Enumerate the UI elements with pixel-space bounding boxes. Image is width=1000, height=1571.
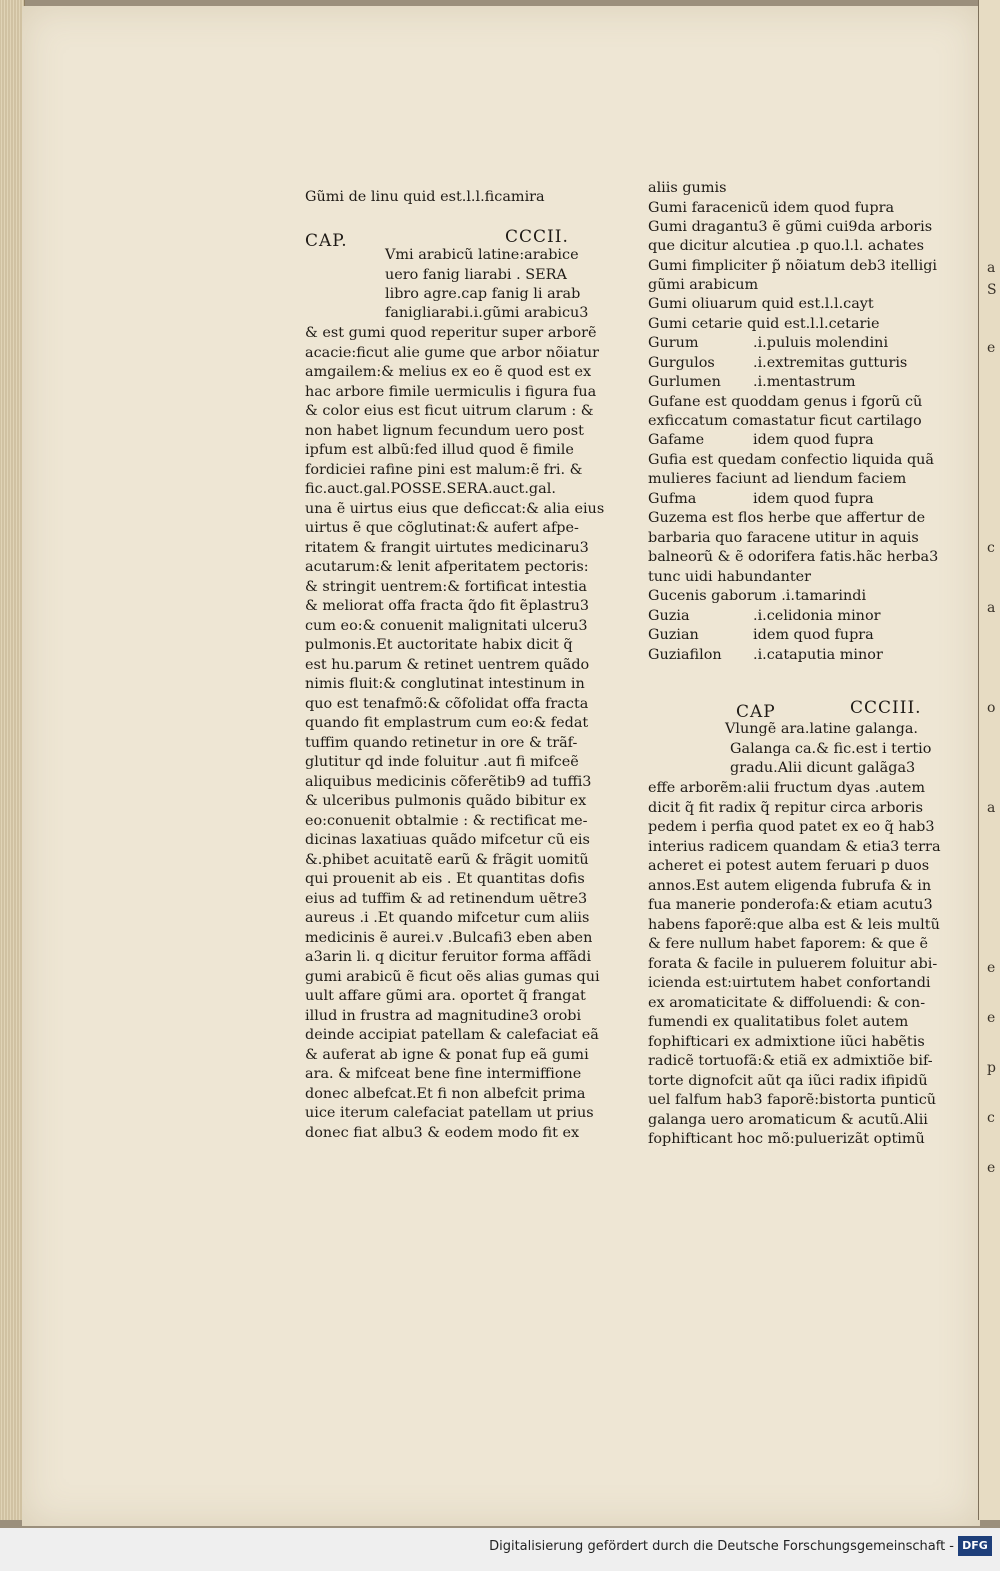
facing-page-letter: e	[987, 1010, 996, 1026]
glossary-entry	[648, 491, 874, 507]
text-line: Gumi fimpliciter p̃ nõiatum deb3 itelligi	[648, 258, 938, 274]
text-line: ex aromaticitate & diffoluendi: & con-	[648, 994, 926, 1011]
chapter-label: CAP	[736, 702, 776, 722]
entry-definition: .i.puluis molendini	[753, 335, 889, 351]
text-line: & stringit uentrem:& fortificat intestia	[305, 578, 587, 595]
text-line: Gumi dragantu3 ẽ gũmi cui9da arboris	[648, 219, 933, 235]
text-line: quando fit emplastrum cum eo:& fedat	[305, 715, 589, 731]
text-line: nimis fluit:& conglutinat intestinum in	[305, 676, 585, 692]
text-line: Gumi faracenicũ idem quod fupra	[648, 200, 895, 216]
text-line: acheret ei potest autem feruari p duos	[648, 858, 930, 874]
text-line: interius radicem quandam & etia3 terra	[648, 838, 941, 855]
entry-definition: idem quod fupra	[753, 491, 874, 507]
column-header-entry: Gũmi de linu quid est.l.l.ficamira	[305, 189, 545, 205]
text-line: dicinas laxatiuas quãdo mifcetur cũ eis	[305, 832, 590, 848]
entry-term: Guziafilon	[648, 647, 722, 663]
entry-definition: idem quod fupra	[753, 432, 874, 448]
dfg-logo: DFG	[958, 1536, 992, 1556]
facing-page-letter: a	[987, 260, 996, 276]
text-line: & est gumi quod reperitur super arborẽ	[305, 325, 597, 341]
text-line: Vlungẽ ara.latine galanga.	[725, 721, 918, 737]
text-line: icienda est:uirtutem habet confortandi	[648, 975, 931, 991]
text-line: tunc uidi habundanter	[648, 569, 812, 585]
glossary-entry	[648, 608, 881, 624]
text-line: fophifticant hoc mõ:puluerizãt optimũ	[648, 1131, 925, 1147]
text-line: uirtus ẽ que cõglutinat:& aufert afpe-	[305, 520, 579, 536]
text-line: tuffim quando retinetur in ore & trãf-	[305, 734, 578, 751]
text-line: Gucenis gaborum .i.tamarindi	[648, 588, 867, 604]
facing-page-letter: e	[987, 1160, 996, 1176]
text-line: exficcatum comastatur ficut cartilago	[648, 413, 922, 429]
text-line: acacie:ficut alie gume que arbor nõiatur	[305, 344, 600, 361]
entry-definition: .i.celidonia minor	[753, 608, 881, 624]
text-line: fua manerie ponderofa:& etiam acutu3	[648, 897, 933, 913]
text-line: gũmi arabicum	[648, 277, 759, 293]
chapter-number: CCCII.	[505, 227, 569, 247]
text-line: fumendi ex qualitatibus folet autem	[648, 1014, 909, 1030]
text-line: illud in frustra ad magnitudine3 orobi	[305, 1007, 582, 1024]
text-line: qui prouenit ab eis . Et quantitas dofis	[305, 871, 585, 887]
chapter-number: CCCIII.	[850, 698, 922, 718]
text-line: & meliorat offa fracta q̃do fit ẽplastru3	[305, 598, 590, 614]
text-line: aureus .i .Et quando mifcetur cum aliis	[305, 910, 590, 926]
entry-term: Guzia	[648, 608, 690, 624]
facing-page-edge	[978, 0, 1000, 1520]
footer-credit: Digitalisierung gefördert durch die Deutsche Forschungsgemeinschaft -	[489, 1539, 954, 1554]
facing-page-letter: S	[987, 282, 997, 298]
text-line: dicit q̃ fit radix q̃ repitur circa arboris	[648, 799, 923, 816]
entry-term: Gurum	[648, 335, 699, 351]
text-line: uice iterum calefaciat patellam ut prius	[305, 1105, 594, 1121]
entry-definition: .i.extremitas gutturis	[753, 355, 908, 371]
entry-definition: .i.mentastrum	[753, 374, 856, 390]
text-line: uult affare gũmi ara. oportet q̃ frangat	[305, 988, 586, 1004]
text-line: & auferat ab igne & ponat fup eã gumi	[305, 1046, 589, 1063]
text-line: cum eo:& conuenit malignitati ulceru3	[305, 617, 588, 634]
text-line: forata & facile in puluerem foluitur abi-	[648, 955, 938, 972]
entry-definition: .i.cataputia minor	[753, 647, 883, 663]
text-line: aliis gumis	[648, 180, 727, 196]
text-line: fanigliarabi.i.gũmi arabicu3	[385, 305, 589, 321]
text-line: & fere nullum habet faporem: & que ẽ	[648, 936, 929, 952]
text-line: hac arbore fimile uermiculis i figura fua	[305, 383, 597, 400]
facing-page-letter: e	[987, 340, 996, 356]
text-line: fophifticari ex admixtione iũci habẽtis	[648, 1033, 925, 1050]
text-line: ritatem & frangit uirtutes medicinaru3	[305, 539, 589, 556]
text-line: Gumi oliuarum quid est.l.l.cayt	[648, 296, 874, 312]
text-line: balneorũ & ẽ odorifera fatis.hãc herba3	[648, 549, 939, 565]
text-line: Gufane est quoddam genus i fgorũ cũ	[648, 394, 923, 410]
text-line: galanga uero aromaticum & acutũ.Alii	[648, 1111, 928, 1128]
text-line: quo est tenafmõ:& cõfolidat offa fracta	[305, 695, 589, 712]
facing-page-letter: a	[987, 600, 996, 616]
glossary-entry	[648, 647, 883, 663]
text-line: effe arborẽm:alii fructum dyas .autem	[648, 780, 926, 796]
text-line: deinde accipiat patellam & calefaciat eã	[305, 1027, 599, 1043]
text-line: Guzema est flos herbe que affertur de	[648, 510, 926, 526]
text-line: que dicitur alcutiea .p quo.l.l. achates	[648, 238, 925, 254]
text-line: libro agre.cap fanig li arab	[385, 286, 581, 302]
text-line: Galanga ca.& fic.est i tertio	[730, 741, 932, 757]
facing-page-letter: e	[987, 960, 996, 976]
entry-term: Guzian	[648, 627, 699, 643]
text-line: eius ad tuffim & ad retinendum uẽtre3	[305, 890, 588, 907]
entry-term: Gurgulos	[648, 355, 715, 371]
text-line: annos.Est autem eligenda fubrufa & in	[648, 877, 932, 894]
facing-page-letter: a	[987, 800, 996, 816]
text-line: glutitur qd inde foluitur .aut fi mifceẽ	[305, 754, 579, 770]
text-line: Gufia est quedam confectio liquida quã	[648, 452, 935, 468]
text-line: amgailem:& melius ex eo ẽ quod est ex	[305, 364, 592, 380]
glossary-entry	[648, 432, 874, 448]
text-line: gumi arabicũ ẽ ficut oẽs alias gumas qui	[305, 968, 600, 985]
text-line: Gumi cetarie quid est.l.l.cetarie	[648, 316, 880, 332]
text-line: fic.auct.gal.POSSE.SERA.auct.gal.	[305, 481, 556, 497]
glossary-entry	[648, 355, 907, 371]
text-line: torte dignofcit aũt qa iũci radix ifipidũ	[648, 1072, 928, 1089]
text-line: ipfum est albũ:fed illud quod ẽ fimile	[305, 442, 574, 458]
facing-page-letter: c	[987, 540, 995, 556]
text-line: fordiciei rafine pini est malum:ẽ fri. &	[305, 461, 583, 478]
entry-term: Gufma	[648, 491, 697, 507]
text-line: non habet lignum fecundum uero post	[305, 422, 584, 439]
text-line: &.phibet acuitatẽ earũ & frãgit uomitũ	[305, 851, 589, 868]
text-line: medicinis ẽ aurei.v .Bulcafi3 eben aben	[305, 929, 593, 946]
text-line: & ulceribus pulmonis quãdo bibitur ex	[305, 793, 587, 809]
text-line: habens faporẽ:que alba est & leis multũ	[648, 916, 940, 933]
chapter-label: CAP.	[305, 231, 348, 251]
facing-page-letter: p	[987, 1060, 996, 1076]
text-line: Vmi arabicũ latine:arabice	[385, 247, 579, 263]
text-line: mulieres faciunt ad liendum faciem	[648, 471, 907, 487]
text-line: eo:conuenit obtalmie : & rectificat me-	[305, 812, 588, 829]
text-line: uero fanig liarabi . SERA	[385, 267, 567, 283]
glossary-entry	[648, 374, 856, 390]
glossary-entry	[648, 627, 874, 643]
text-line: donec fiat albu3 & eodem modo fit ex	[305, 1124, 580, 1141]
facing-page-letter: o	[987, 700, 996, 716]
entry-definition: idem quod fupra	[753, 627, 874, 643]
text-line: gradu.Alii dicunt galãga3	[730, 760, 916, 776]
text-line: pedem i perfia quod patet ex eo q̃ hab3	[648, 819, 935, 835]
glossary-entry	[648, 335, 888, 351]
text-line: est hu.parum & retinet uentrem quãdo	[305, 656, 590, 673]
entry-term: Gafame	[648, 432, 705, 448]
text-line: & color eius est ficut uitrum clarum : &	[305, 403, 594, 419]
text-line: ara. & mifceat bene fine intermiffione	[305, 1066, 582, 1082]
facing-page-letter: c	[987, 1110, 995, 1126]
text-line: donec albefcat.Et fi non albefcit prima	[305, 1085, 586, 1102]
text-line: acutarum:& lenit afperitatem pectoris:	[305, 559, 589, 575]
text-line: a3arin li. q dicitur feruitor forma affãdi	[305, 949, 592, 965]
text-line: radicẽ tortuofã:& etiã ex admixtiõe bif-	[648, 1053, 933, 1069]
entry-term: Gurlumen	[648, 374, 721, 390]
text-line: barbaria quo faracene utitur in aquis	[648, 530, 919, 546]
text-line: uel falfum hab3 faporẽ:bistorta punticũ	[648, 1092, 937, 1108]
text-line: aliquibus medicinis cõferẽtib9 ad tuffi3	[305, 773, 592, 790]
text-line: una ẽ uirtus eius que deficcat:& alia eius	[305, 500, 605, 517]
text-line: pulmonis.Et auctoritate habix dicit q̃	[305, 637, 573, 653]
